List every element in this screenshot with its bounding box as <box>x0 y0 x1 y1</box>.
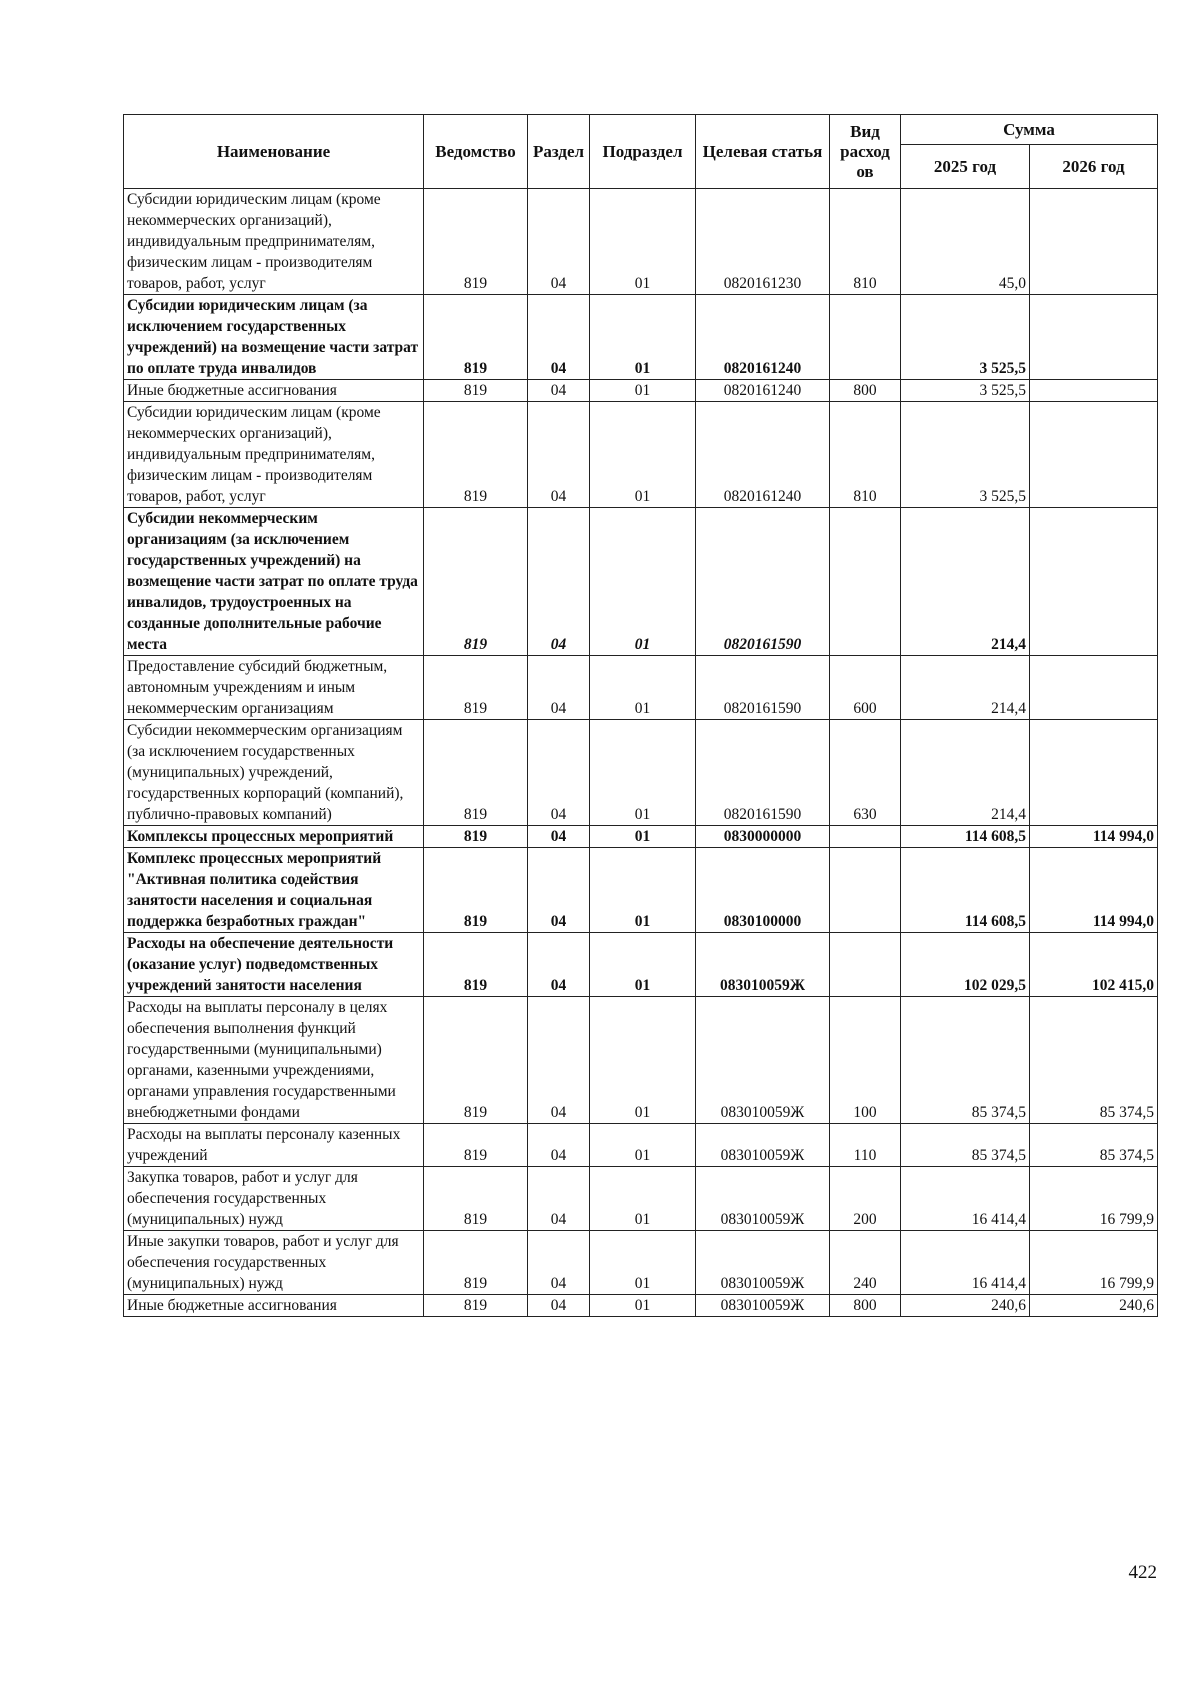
row-name-cell: Иные бюджетные ассигнования <box>124 380 424 402</box>
row-section-cell: 04 <box>528 402 590 508</box>
row-subsection-cell: 01 <box>590 1167 696 1231</box>
row-sum-2025-cell: 45,0 <box>901 189 1030 295</box>
row-section-cell: 04 <box>528 1124 590 1167</box>
row-subsection-cell: 01 <box>590 720 696 826</box>
header-subsection: Подраздел <box>590 115 696 189</box>
header-name: Наименование <box>124 115 424 189</box>
row-sum-2025-cell: 16 414,4 <box>901 1231 1030 1295</box>
row-sum-2025-cell: 214,4 <box>901 656 1030 720</box>
row-target-item-cell: 083010059Ж <box>696 997 830 1124</box>
row-department-cell: 819 <box>424 189 528 295</box>
budget-table <box>123 114 1158 1317</box>
row-sum-2026-cell: 85 374,5 <box>1030 997 1158 1124</box>
row-subsection-cell: 01 <box>590 380 696 402</box>
row-expense-type-cell <box>830 848 901 933</box>
row-target-item-cell: 083010059Ж <box>696 1231 830 1295</box>
table-row <box>124 720 1158 826</box>
row-sum-2025-cell: 16 414,4 <box>901 1167 1030 1231</box>
row-name-cell: Субсидии некоммерческим организациям (за исключением государственных (муниципальных) учреждений, государственных корпораций (компаний), публично-правовых компаний) <box>124 720 424 826</box>
table-row <box>124 1231 1158 1295</box>
row-sum-2025-cell: 214,4 <box>901 720 1030 826</box>
row-subsection-cell: 01 <box>590 826 696 848</box>
table-row <box>124 997 1158 1124</box>
row-name-cell: Расходы на выплаты персоналу казенных учреждений <box>124 1124 424 1167</box>
row-name-cell: Расходы на обеспечение деятельности (оказание услуг) подведомственных учреждений занятости населения <box>124 933 424 997</box>
table-row <box>124 933 1158 997</box>
row-sum-2026-cell <box>1030 720 1158 826</box>
row-expense-type-cell: 800 <box>830 1295 901 1317</box>
row-section-cell: 04 <box>528 1231 590 1295</box>
row-expense-type-cell <box>830 826 901 848</box>
row-department-cell: 819 <box>424 295 528 380</box>
row-subsection-cell: 01 <box>590 933 696 997</box>
row-expense-type-cell: 800 <box>830 380 901 402</box>
table-row <box>124 402 1158 508</box>
row-expense-type-cell: 240 <box>830 1231 901 1295</box>
row-sum-2026-cell: 240,6 <box>1030 1295 1158 1317</box>
page-number: 422 <box>1128 1562 1157 1583</box>
row-department-cell: 819 <box>424 656 528 720</box>
row-section-cell: 04 <box>528 508 590 656</box>
row-subsection-cell: 01 <box>590 1231 696 1295</box>
row-sum-2026-cell: 16 799,9 <box>1030 1231 1158 1295</box>
header-year-2025: 2025 год <box>901 145 1030 189</box>
row-target-item-cell: 0830000000 <box>696 826 830 848</box>
row-section-cell: 04 <box>528 1295 590 1317</box>
table-header <box>124 115 1158 189</box>
row-sum-2026-cell: 114 994,0 <box>1030 826 1158 848</box>
row-sum-2026-cell: 114 994,0 <box>1030 848 1158 933</box>
row-section-cell: 04 <box>528 380 590 402</box>
row-section-cell: 04 <box>528 933 590 997</box>
table-row <box>124 848 1158 933</box>
row-department-cell: 819 <box>424 508 528 656</box>
row-target-item-cell: 083010059Ж <box>696 1295 830 1317</box>
header-section: Раздел <box>528 115 590 189</box>
row-department-cell: 819 <box>424 848 528 933</box>
header-sum: Сумма <box>901 115 1158 145</box>
row-expense-type-cell: 200 <box>830 1167 901 1231</box>
row-name-cell: Предоставление субсидий бюджетным, автономным учреждениям и иным некоммерческим организациям <box>124 656 424 720</box>
row-subsection-cell: 01 <box>590 997 696 1124</box>
row-department-cell: 819 <box>424 826 528 848</box>
row-sum-2025-cell: 114 608,5 <box>901 826 1030 848</box>
row-expense-type-cell: 110 <box>830 1124 901 1167</box>
table-row <box>124 295 1158 380</box>
table-row <box>124 508 1158 656</box>
table-row <box>124 826 1158 848</box>
row-sum-2025-cell: 214,4 <box>901 508 1030 656</box>
row-section-cell: 04 <box>528 826 590 848</box>
row-target-item-cell: 0820161590 <box>696 508 830 656</box>
row-department-cell: 819 <box>424 720 528 826</box>
row-section-cell: 04 <box>528 189 590 295</box>
row-sum-2025-cell: 3 525,5 <box>901 380 1030 402</box>
table-row <box>124 656 1158 720</box>
row-section-cell: 04 <box>528 656 590 720</box>
row-expense-type-cell <box>830 508 901 656</box>
row-subsection-cell: 01 <box>590 295 696 380</box>
table-row <box>124 189 1158 295</box>
row-sum-2026-cell <box>1030 189 1158 295</box>
row-department-cell: 819 <box>424 1124 528 1167</box>
row-subsection-cell: 01 <box>590 1124 696 1167</box>
row-sum-2025-cell: 3 525,5 <box>901 402 1030 508</box>
row-sum-2026-cell <box>1030 508 1158 656</box>
header-expense-type: Вид расход ов <box>830 115 901 189</box>
row-section-cell: 04 <box>528 1167 590 1231</box>
row-name-cell: Комплекс процессных мероприятий "Активная политика содействия занятости населения и социальная поддержка безработных граждан" <box>124 848 424 933</box>
row-sum-2026-cell <box>1030 295 1158 380</box>
row-sum-2025-cell: 85 374,5 <box>901 1124 1030 1167</box>
row-name-cell: Закупка товаров, работ и услуг для обеспечения государственных (муниципальных) нужд <box>124 1167 424 1231</box>
row-department-cell: 819 <box>424 1231 528 1295</box>
row-target-item-cell: 0820161590 <box>696 656 830 720</box>
header-year-2026: 2026 год <box>1030 145 1158 189</box>
row-name-cell: Субсидии юридическим лицам (кроме некоммерческих организаций), индивидуальным предпринимателям, физическим лицам - производителям товаров, работ, услуг <box>124 189 424 295</box>
row-section-cell: 04 <box>528 720 590 826</box>
table-row <box>124 1167 1158 1231</box>
row-target-item-cell: 083010059Ж <box>696 1167 830 1231</box>
row-subsection-cell: 01 <box>590 189 696 295</box>
row-name-cell: Иные бюджетные ассигнования <box>124 1295 424 1317</box>
row-section-cell: 04 <box>528 848 590 933</box>
table-row <box>124 380 1158 402</box>
row-sum-2026-cell <box>1030 656 1158 720</box>
row-target-item-cell: 083010059Ж <box>696 1124 830 1167</box>
row-sum-2026-cell <box>1030 402 1158 508</box>
row-name-cell: Субсидии юридическим лицам (за исключением государственных учреждений) на возмещение части затрат по оплате труда инвалидов <box>124 295 424 380</box>
row-name-cell: Расходы на выплаты персоналу в целях обеспечения выполнения функций государственными (муниципальными) органами, казенными учреждениями, органами управления государственными внебюджетными фондами <box>124 997 424 1124</box>
row-target-item-cell: 0820161230 <box>696 189 830 295</box>
row-name-cell: Субсидии некоммерческим организациям (за исключением государственных учреждений) на возмещение части затрат по оплате труда инвалидов, трудоустроенных на созданные дополнительные рабочие места <box>124 508 424 656</box>
row-sum-2026-cell: 16 799,9 <box>1030 1167 1158 1231</box>
row-target-item-cell: 0820161590 <box>696 720 830 826</box>
row-section-cell: 04 <box>528 295 590 380</box>
row-subsection-cell: 01 <box>590 1295 696 1317</box>
row-sum-2025-cell: 102 029,5 <box>901 933 1030 997</box>
row-section-cell: 04 <box>528 997 590 1124</box>
row-expense-type-cell: 100 <box>830 997 901 1124</box>
header-department: Ведомство <box>424 115 528 189</box>
row-sum-2025-cell: 114 608,5 <box>901 848 1030 933</box>
row-sum-2025-cell: 3 525,5 <box>901 295 1030 380</box>
table-row <box>124 1124 1158 1167</box>
row-expense-type-cell: 810 <box>830 402 901 508</box>
row-expense-type-cell: 630 <box>830 720 901 826</box>
row-department-cell: 819 <box>424 380 528 402</box>
row-expense-type-cell: 600 <box>830 656 901 720</box>
row-department-cell: 819 <box>424 1167 528 1231</box>
row-subsection-cell: 01 <box>590 508 696 656</box>
row-target-item-cell: 0820161240 <box>696 402 830 508</box>
row-subsection-cell: 01 <box>590 848 696 933</box>
table-row <box>124 1295 1158 1317</box>
row-department-cell: 819 <box>424 933 528 997</box>
row-target-item-cell: 083010059Ж <box>696 933 830 997</box>
row-name-cell: Иные закупки товаров, работ и услуг для обеспечения государственных (муниципальных) нужд <box>124 1231 424 1295</box>
table-body <box>124 189 1158 1317</box>
row-department-cell: 819 <box>424 997 528 1124</box>
row-expense-type-cell: 810 <box>830 189 901 295</box>
row-target-item-cell: 0830100000 <box>696 848 830 933</box>
row-department-cell: 819 <box>424 402 528 508</box>
row-name-cell: Субсидии юридическим лицам (кроме некоммерческих организаций), индивидуальным предпринимателям, физическим лицам - производителям товаров, работ, услуг <box>124 402 424 508</box>
row-expense-type-cell <box>830 933 901 997</box>
row-sum-2025-cell: 85 374,5 <box>901 997 1030 1124</box>
row-sum-2025-cell: 240,6 <box>901 1295 1030 1317</box>
row-expense-type-cell <box>830 295 901 380</box>
row-subsection-cell: 01 <box>590 402 696 508</box>
row-target-item-cell: 0820161240 <box>696 380 830 402</box>
row-sum-2026-cell <box>1030 380 1158 402</box>
row-target-item-cell: 0820161240 <box>696 295 830 380</box>
row-department-cell: 819 <box>424 1295 528 1317</box>
header-target-item: Целевая статья <box>696 115 830 189</box>
row-sum-2026-cell: 102 415,0 <box>1030 933 1158 997</box>
row-name-cell: Комплексы процессных мероприятий <box>124 826 424 848</box>
row-sum-2026-cell: 85 374,5 <box>1030 1124 1158 1167</box>
row-subsection-cell: 01 <box>590 656 696 720</box>
